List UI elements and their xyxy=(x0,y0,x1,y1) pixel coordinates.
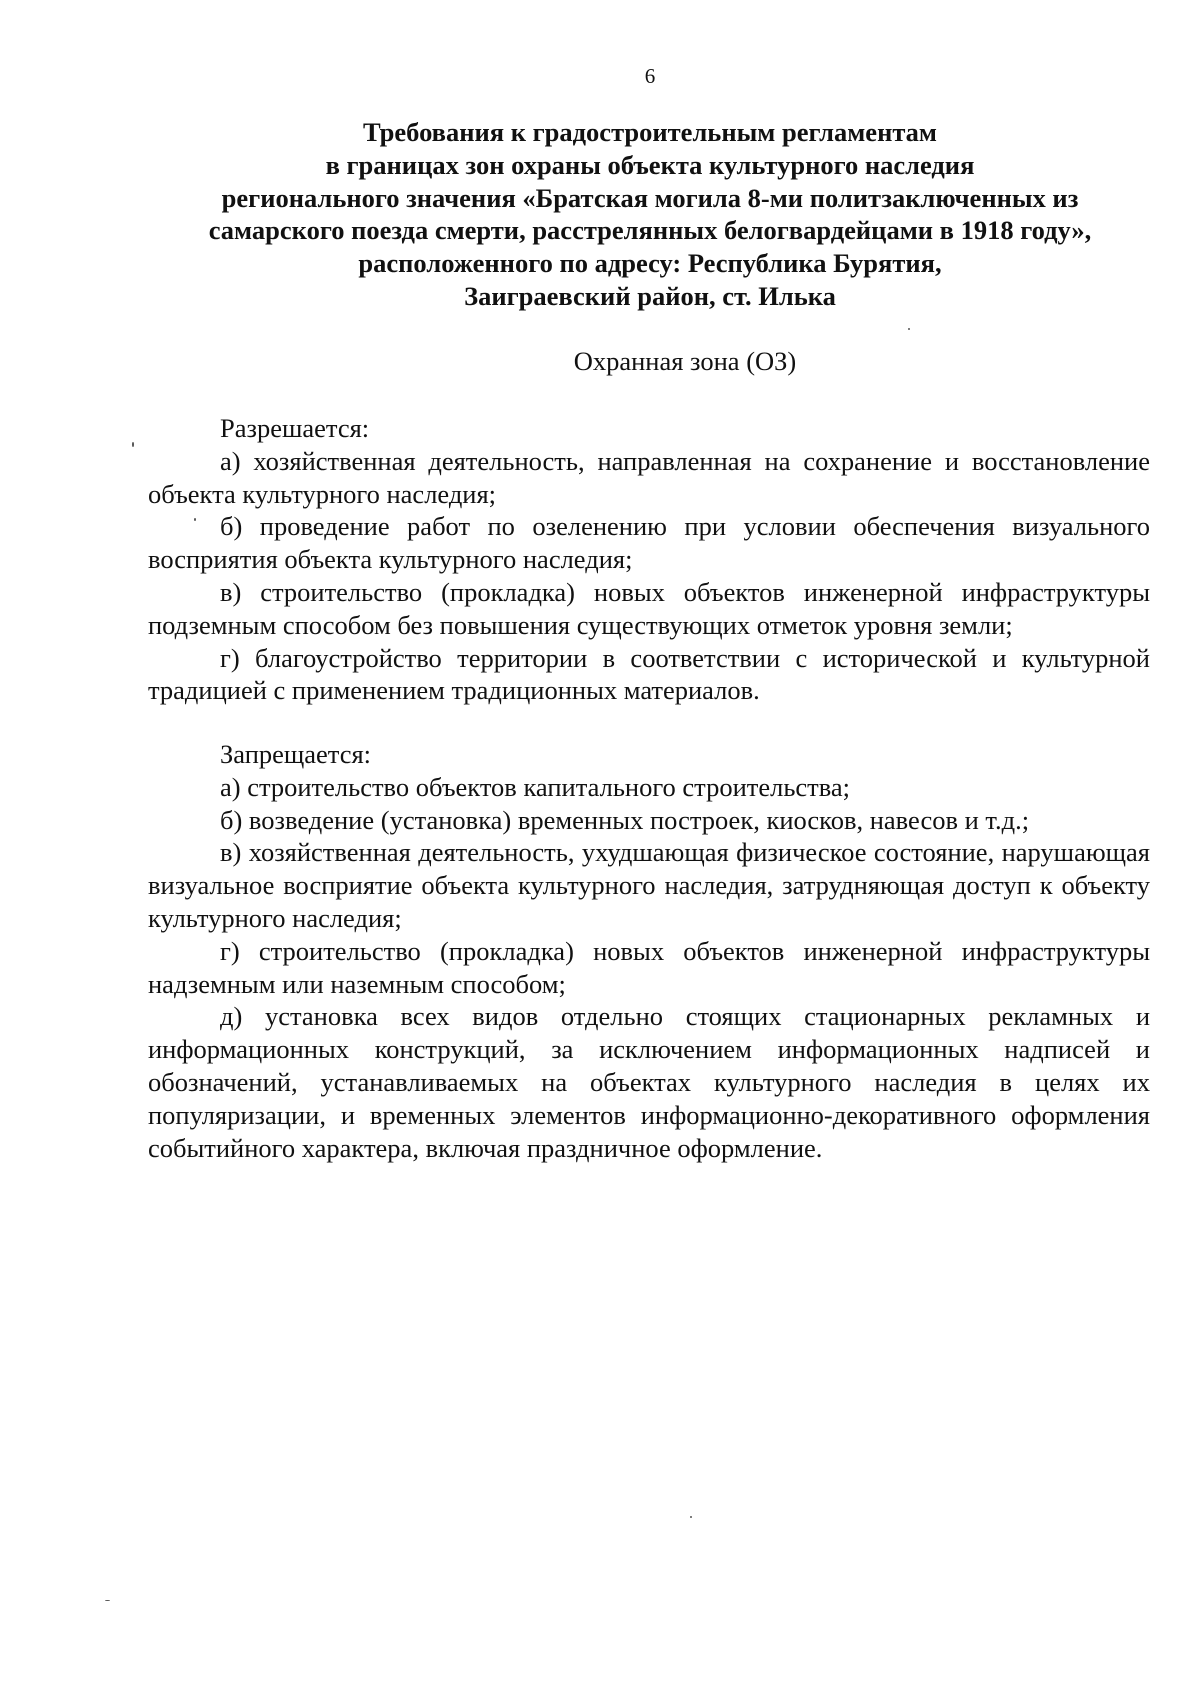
forbidden-item: д) установка всех видов отдельно стоящих стационарных рекламных и информационных конструкций, за исключением информационных надписей и обозначений, устанавливаемых на объектах культурного наследия в целях их популяризации, и временных элементов информационно-декоративного оформления событийного характера, включая праздничное оформление. xyxy=(148,1001,1150,1163)
title-line: Требования к градостроительным регламентам xyxy=(363,117,937,147)
scan-speck xyxy=(105,1600,110,1601)
scan-speck xyxy=(908,328,910,330)
forbidden-label: Запрещается: xyxy=(220,739,372,769)
title-line: Заиграевский район, ст. Илька xyxy=(464,280,836,311)
allowed-item: в) строительство (прокладка) новых объектов инженерной инфраструктуры подземным способом без повышения существующих отметок уровня земли; xyxy=(148,576,1150,640)
allowed-item: б) проведение работ по озеленению при условии обеспечения визуального восприятия объекта культурного наследия; xyxy=(148,511,1150,575)
title-line: самарского поезда смерти, расстрелянных белогвардейцами в 1918 году», xyxy=(208,215,1092,246)
scan-speck xyxy=(132,442,134,447)
forbidden-item: в) хозяйственная деятельность, ухудшающая физическое состояние, нарушающая визуальное восприятие объекта культурного наследия, затрудняющая доступ к объекту культурного наследия; xyxy=(148,837,1150,933)
forbidden-item: а) строительство объектов капитального строительства; xyxy=(220,771,851,802)
zone-heading: Охранная зона (ОЗ) xyxy=(573,346,797,376)
page-number: 6 xyxy=(644,64,656,88)
title-line: расположенного по адресу: Республика Бурятия, xyxy=(358,248,942,279)
document-title xyxy=(150,116,1150,313)
allowed-item: а) хозяйственная деятельность, направленная на сохранение и восстановление объекта культурного наследия; xyxy=(148,445,1150,509)
title-line: регионального значения «Братская могила 8-ми политзаключенных из xyxy=(221,182,1079,213)
forbidden-item: б) возведение (установка) временных построек, киосков, навесов и т.д.; xyxy=(220,804,1030,835)
scan-speck xyxy=(194,518,196,521)
allowed-item: г) благоустройство территории в соответствии с исторической и культурной традицией с применением традиционных материалов. xyxy=(148,642,1150,706)
forbidden-item: г) строительство (прокладка) новых объектов инженерной инфраструктуры надземным или наземным способом; xyxy=(148,935,1150,999)
forbidden-section xyxy=(148,738,1150,1164)
scan-speck xyxy=(690,1516,692,1518)
allowed-label: Разрешается: xyxy=(220,413,370,443)
allowed-section xyxy=(148,412,1150,707)
title-line: в границах зон охраны объекта культурного наследия xyxy=(325,149,975,180)
